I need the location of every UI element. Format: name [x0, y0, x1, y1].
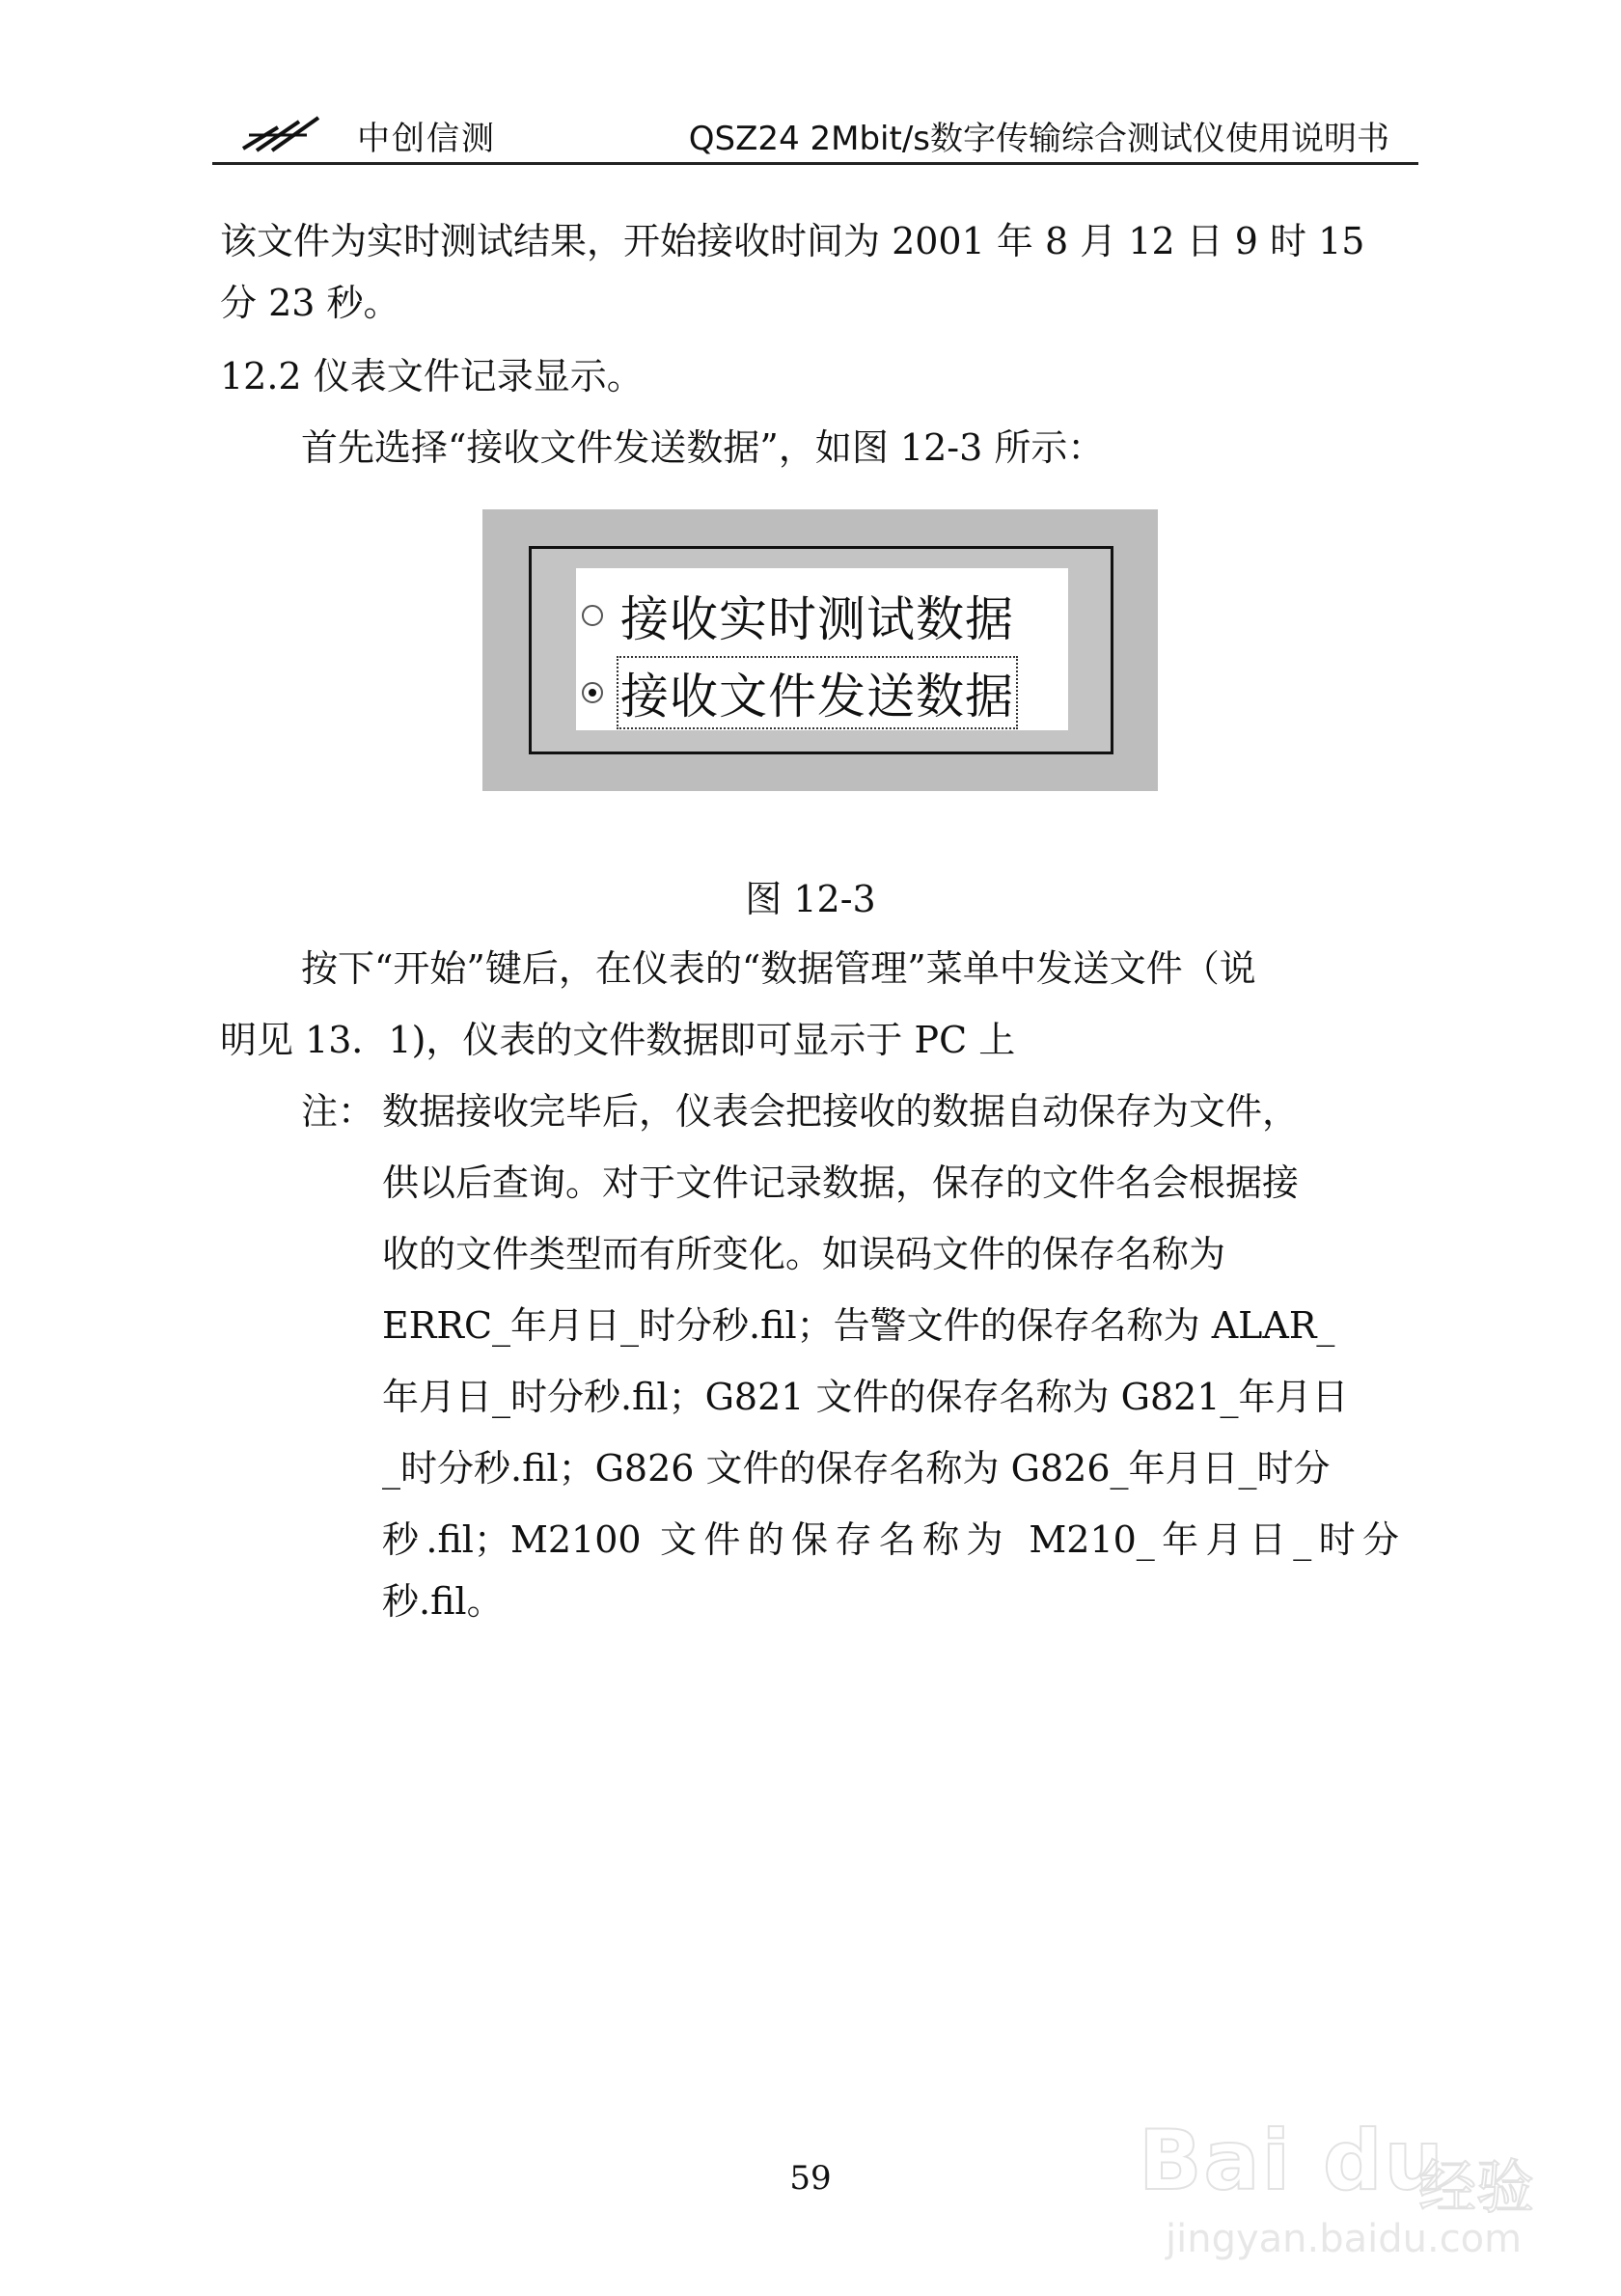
paragraph-line: 分 23 秒。 [220, 282, 400, 324]
watermark-url: jingyan.baidu.com [1166, 2217, 1523, 2261]
radio-label: 接收实时测试数据 [620, 591, 1014, 647]
paragraph-line: 该文件为实时测试结果，开始接收时间为 2001 年 8 月 12 日 9 时 15 [220, 220, 1365, 262]
radio-options [576, 568, 1068, 730]
radio-option-file[interactable] [582, 659, 1016, 726]
note-line: ERRC_年月日_时分秒.fil；告警文件的保存名称为 ALAR_ [382, 1304, 1335, 1347]
note-line: 数据接收完毕后，仪表会把接收的数据自动保存为文件， [382, 1090, 1300, 1133]
radio-option-realtime[interactable] [582, 582, 1016, 649]
baidu-watermark [1139, 2103, 1563, 2267]
paragraph-line: 明见 13．1)，仪表的文件数据即可显示于 PC 上 [220, 1019, 1016, 1061]
figure-caption: 图 12-3 [745, 878, 876, 920]
note-line: 供以后查询。对于文件记录数据，保存的文件名会根据接 [382, 1162, 1300, 1204]
note-line: 秒.fil；M2100 文件的保存名称为 M210_年月日_时分秒.fil。 [382, 1518, 1399, 1623]
note-line: 年月日_时分秒.fil；G821 文件的保存名称为 G821_年月日 [382, 1376, 1349, 1418]
section-heading: 12.2 仪表文件记录显示。 [220, 355, 644, 397]
radio-label: 接收文件发送数据 [618, 658, 1016, 727]
page-number: 59 [789, 2159, 832, 2198]
note-label: 注： [301, 1090, 375, 1133]
paragraph-line: 按下“开始”键后，在仪表的“数据管理”菜单中发送文件（说 [301, 947, 1256, 990]
paragraph-line: 首先选择“接收文件发送数据”，如图 12-3 所示： [301, 426, 1105, 469]
radio-button-icon[interactable] [582, 605, 603, 626]
header-doc-title: QSZ24 2Mbit/s数字传输综合测试仪使用说明书 [688, 120, 1389, 158]
radio-group-frame [529, 546, 1113, 754]
watermark-sub: 经验 [1418, 2154, 1534, 2222]
page-header [212, 104, 1418, 165]
note-line: _时分秒.fil；G826 文件的保存名称为 G826_年月日_时分 [382, 1447, 1331, 1490]
figure-radio-group [482, 509, 1158, 791]
note-line: 收的文件类型而有所变化。如误码文件的保存名称为 [382, 1233, 1226, 1275]
radio-button-selected-icon[interactable] [582, 682, 603, 703]
watermark-logo: Bai du [1139, 2113, 1445, 2209]
header-company: 中创信测 [357, 120, 496, 158]
company-logo-icon [239, 106, 326, 156]
